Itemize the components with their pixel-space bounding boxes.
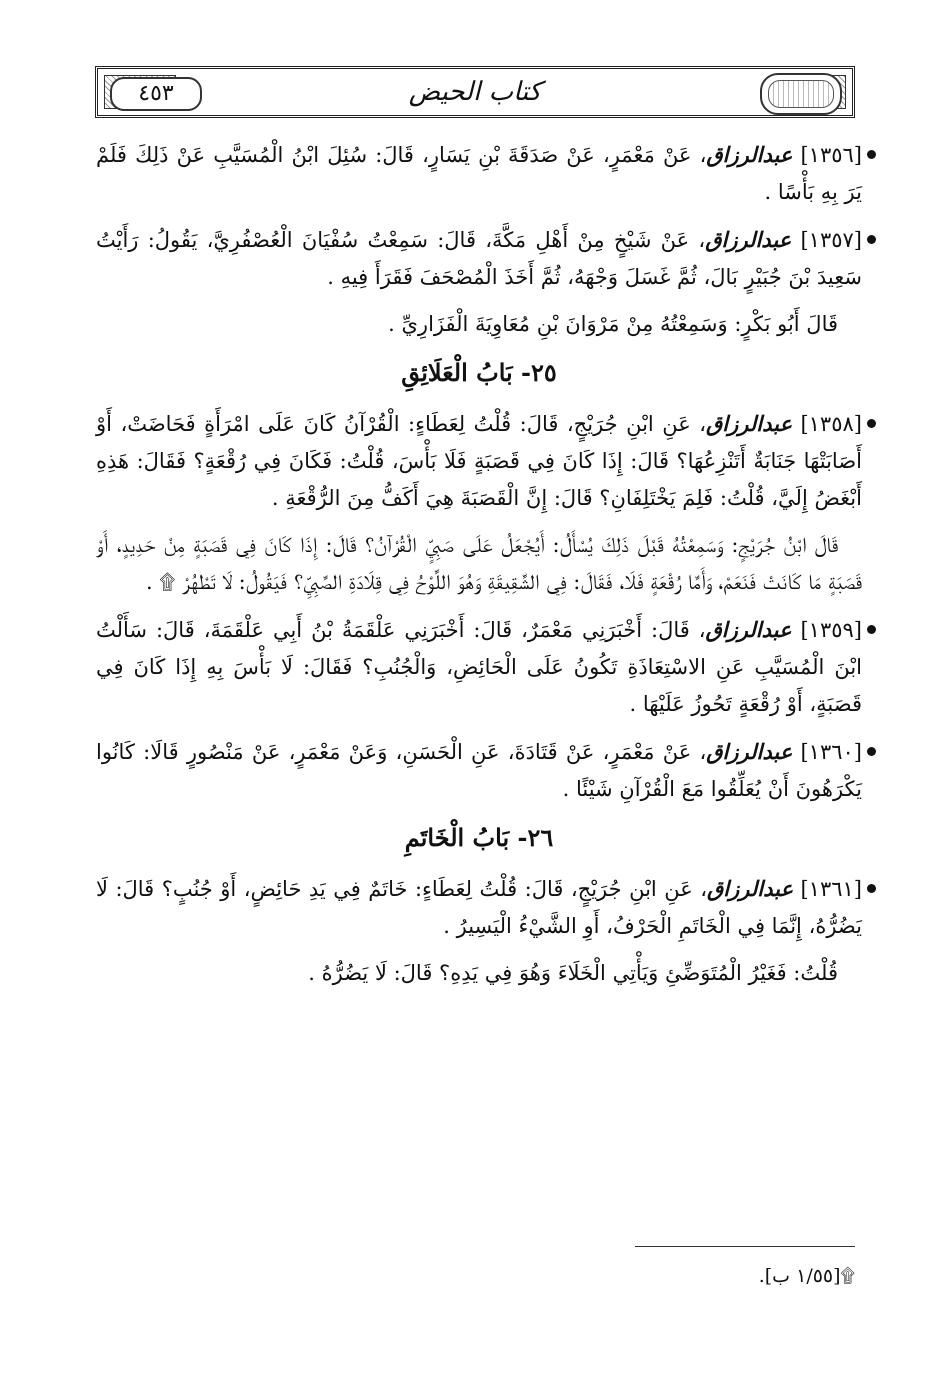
commentary-1361: قُلْتُ: فَغَيْرُ الْمُتَوَضِّئِ وَيَأْتِي الْخَلَاءَ وَهُوَ فِي يَدِهِ؟ قَالَ: لَا يَضُرُّهُ . [308, 961, 838, 985]
hadith-ref: [١٣٥٩] [800, 618, 862, 642]
narrator-name: عبدالرزاق [707, 876, 793, 901]
hadith-ref: [١٣٦٠] [800, 740, 862, 764]
bullet-icon [867, 150, 876, 159]
hadith-ref: [١٣٥٧] [800, 228, 862, 252]
hadith-text: ، عَنْ مَعْمَرٍ، عَنْ صَدَقَةَ بْنِ يَسَارٍ، قَالَ: سُئِلَ ابْنُ الْمُسَيَّبِ عَنْ ذَلِكَ فَلَمْ يَرَ بِهِ بَأْسًا . [96, 143, 862, 204]
hadith-text: ، قَالَ: أَخْبَرَنِي مَعْمَرٌ، قَالَ: أَخْبَرَنِي عَلْقَمَةُ بْنُ أَبِي عَلْقَمَةَ، قَالَ: سَأَلْتُ ابْنَ الْمُسَيَّبِ عَنِ الاسْتِعَاذَةِ تَكُونُ عَلَى الْحَائِضِ، وَالْجُنُبِ؟ فَقَالَ: لَا بَأْسَ بِهِ إِذَا كَانَ فِي قَصَبَةٍ، أَوْ رُقْعَةٍ تَحُوزُ عَلَيْهَا . [96, 618, 862, 716]
hadith-1356 [96, 136, 862, 211]
commentary-1357: قَالَ أَبُو بَكْرٍ: وَسَمِعْتُهُ مِنْ مَرْوَانَ بْنِ مُعَاوِيَةَ الْفَزَارِيِّ . [388, 312, 838, 336]
narrator-name: عبدالرزاق [705, 227, 792, 252]
hadith-1361 [96, 870, 862, 945]
bullet-icon [867, 747, 876, 756]
hadith-1359 [96, 611, 862, 723]
hadith-1360 [96, 733, 862, 808]
chapter-title: كتاب الحيض [348, 73, 602, 111]
hadith-text: ، عَنْ مَعْمَرٍ، عَنْ قَتَادَةَ، عَنِ الْحَسَنِ، وَعَنْ مَعْمَرٍ، عَنْ مَنْصُورٍ قَالَا: كَانُوا يَكْرَهُونَ أَنْ يُعَلِّقُوا مَعَ الْقُرْآنِ شَيْئًا . [96, 740, 862, 801]
hadith-text: ، عَنِ ابْنِ جُرَيْجٍ، قَالَ: قُلْتُ لِعَطَاءٍ: خَاتَمٌ فِي يَدِ حَائِضٍ، أَوْ جُنُبٍ؟ قَالَ: لَا يَضُرُّهُ، إِنَّمَا فِي الْخَاتَمِ الْحَرْفُ، أَوِ الشَّيْءُ الْيَسِيرُ . [96, 877, 862, 938]
section-heading-25: ٢٥- بَابُ الْعَلَائِقِ [401, 358, 557, 387]
narrator-name: عبدالرزاق [706, 142, 793, 167]
publisher-seal-icon [760, 73, 842, 115]
hadith-ref: [١٣٥٦] [800, 143, 862, 167]
commentary-1358: قَالَ ابْنُ جُرَيْجٍ: وَسَمِعْتُهُ قَبْلَ ذَلِكَ يُسْأَلُ: أَيُجْعَلُ عَلَى صَبِيٍّ الْقُرْآنُ؟ قَالَ: إِذَا كَانَ فِي قَصَبَةٍ مِنْ حَدِيدٍ، أَوْ قَصَبَةٍ مَا كَانَتْ فَنَعَمْ، وَأَمَّا رُقْعَةٍ فَلَا، فَقَالَ: فِي الشَّقِيقَةِ وَهُوَ اللَّوْحُ فِي قِلَادَةِ الصَّبِيِّ؟ فَيَقُولُ: لَا تَطْهُرْ ۩ . [96, 533, 862, 594]
footnote: ۩[١/٥٥ ب]. [758, 1265, 855, 1287]
bullet-icon [867, 419, 876, 428]
page-body [96, 136, 862, 1002]
hadith-1358 [96, 405, 862, 517]
hadith-ref: [١٣٦١] [800, 877, 862, 901]
section-heading-26: ٢٦- بَابُ الْخَاتَمِ [404, 823, 554, 852]
hadith-ref: [١٣٥٨] [800, 412, 862, 436]
narrator-name: عبدالرزاق [705, 617, 792, 642]
page-number: ٤٥٣ [110, 77, 202, 111]
page-header [95, 66, 855, 118]
hadith-text: ، عَنِ ابْنِ جُرَيْجٍ، قَالَ: قُلْتُ لِعَطَاءٍ: الْقُرْآنُ كَانَ عَلَى امْرَأَةٍ فَحَاضَتْ، أَوْ أَصَابَتْهَا جَنَابَةٌ أَتَنْزِعُهَا؟ قَالَ: إِذَا كَانَ فِي قَصَبَةٍ فَلَا بَأْسَ، قُلْتُ: فَكَانَ فِي رُقْعَةٍ؟ فَقَالَ: هَذِهِ أَبْغَضُ إِلَيَّ، قُلْتُ: فَلِمَ يَخْتَلِفَانِ؟ قَالَ: إِنَّ الْقَصَبَةَ هِيَ أَكَفُّ مِنَ الرُّقْعَةِ . [96, 412, 862, 510]
narrator-name: عبدالرزاق [706, 411, 792, 436]
narrator-name: عبدالرزاق [706, 739, 793, 764]
hadith-1357 [96, 221, 862, 296]
bullet-icon [867, 884, 876, 893]
footnote-divider [635, 1246, 855, 1247]
bullet-icon [867, 235, 876, 244]
hadith-text: ، عَنْ شَيْخٍ مِنْ أَهْلِ مَكَّةَ، قَالَ: سَمِعْتُ سُفْيَانَ الْعُصْفُرِيَّ، يَقُولُ: رَأَيْتُ سَعِيدَ بْنَ جُبَيْرٍ بَالَ، ثُمَّ غَسَلَ وَجْهَهُ، ثُمَّ أَخَذَ الْمُصْحَفَ فَقَرَأَ فِيهِ . [96, 228, 862, 289]
bullet-icon [867, 625, 876, 634]
